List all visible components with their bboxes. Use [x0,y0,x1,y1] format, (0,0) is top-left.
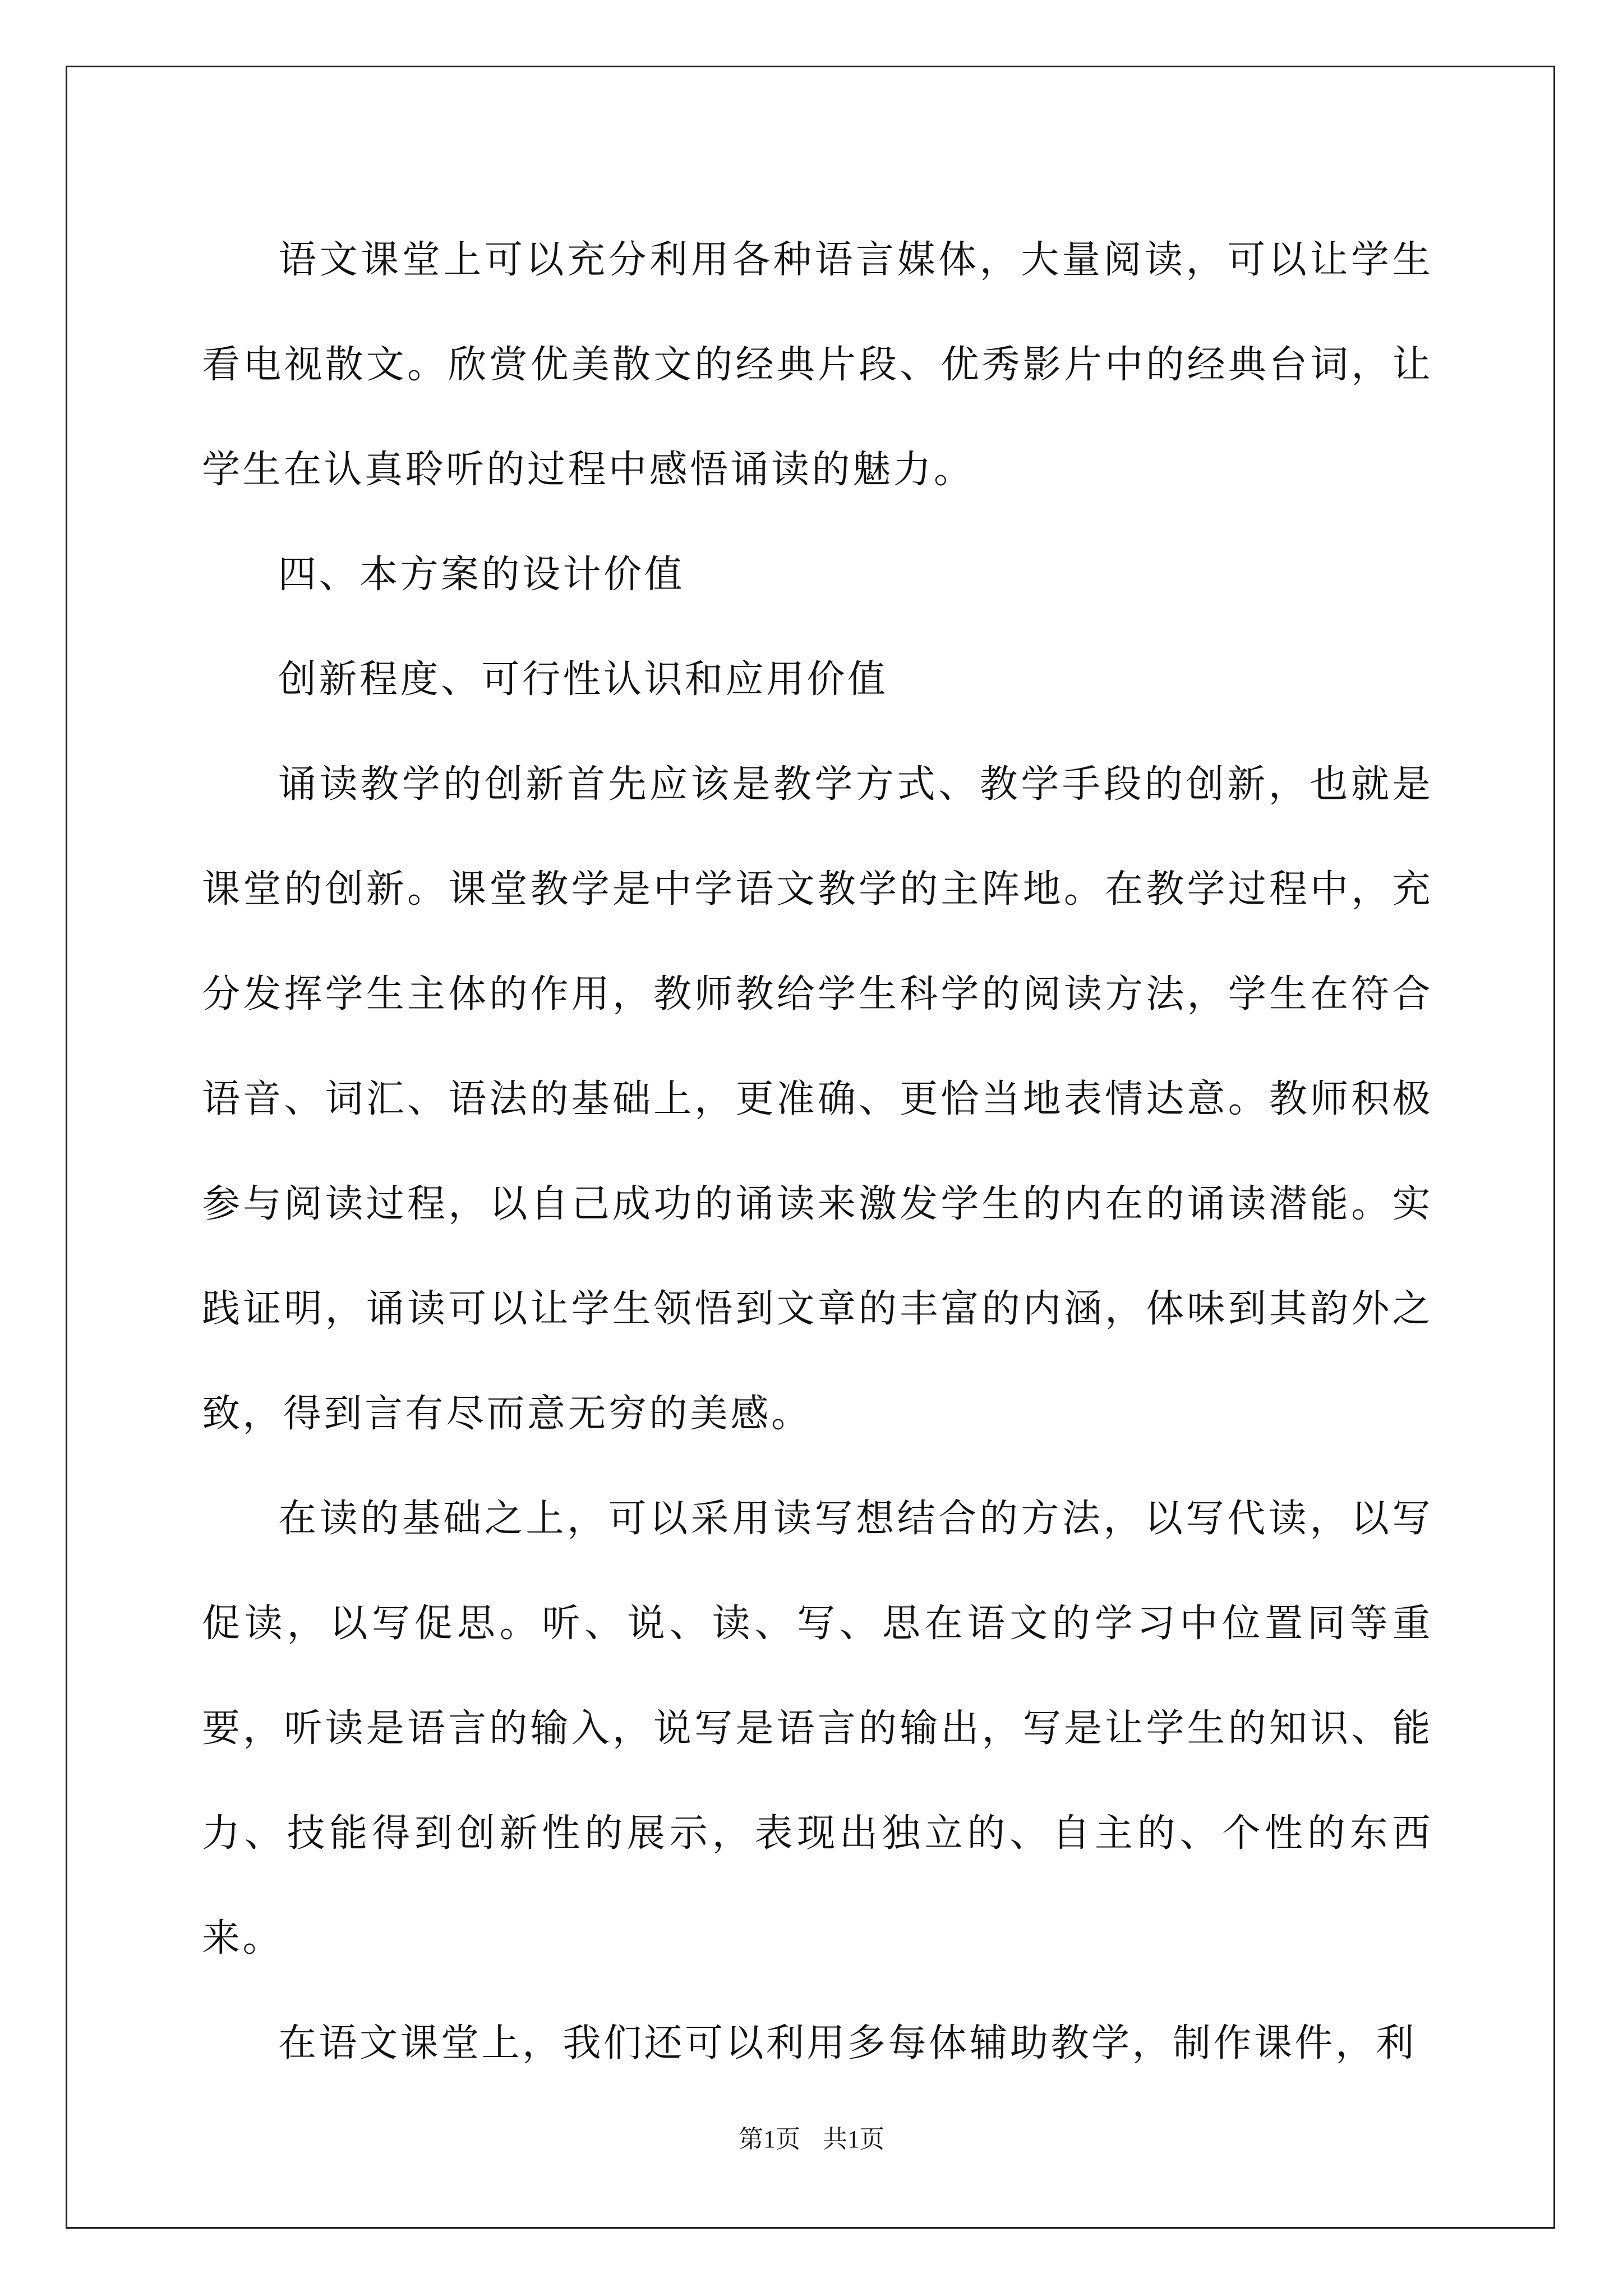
paragraph-multimedia: 在语文课堂上，我们还可以利用多每体辅助教学，制作课件，利 [278,2021,1417,2065]
paragraph-read-write: 在读的基础之上，可以采用读写想结合的方法，以写代读，以写促读，以写促思。听、说、读、写、思在语文的学习中位置同等重要，听读是语言的输入，说写是语言的输出，写是让学生的知识、能力、技能得到创新性的展示，表现出独立的、自主的、个性的东西来。 [202,1497,1433,1961]
paragraph-teaching-innovation: 诵读教学的创新首先应该是教学方式、教学手段的创新，也就是课堂的创新。课堂教学是中学语文教学的主阵地。在教学过程中，充分发挥学生主体的作用，教师教给学生科学的阅读方法，学生在符合语音、词汇、语法的基础上，更准确、更恰当地表情达意。教师积极参与阅读过程，以自己成功的诵读来激发学生的内在的诵读潜能。实践证明，诵读可以让学生领悟到文章的丰富的内涵，体味到其韵外之致，得到言有尽而意无穷的美感。 [202,762,1433,1436]
page-number-current: 第1页 [739,2125,800,2153]
page-footer [0,2123,1623,2156]
section-heading-design-value: 四、本方案的设计价值 [278,553,685,597]
document-body [202,208,1433,2096]
page-number-total: 共1页 [823,2125,884,2153]
paragraph-reading-media: 语文课堂上可以充分利用各种语言媒体，大量阅读，可以让学生看电视散文。欣赏优美散文的经典片段、优秀影片中的经典台词，让学生在认真聆听的过程中感悟诵读的魅力。 [202,238,1433,492]
subheading-innovation: 创新程度、可行性认识和应用价值 [278,657,888,702]
